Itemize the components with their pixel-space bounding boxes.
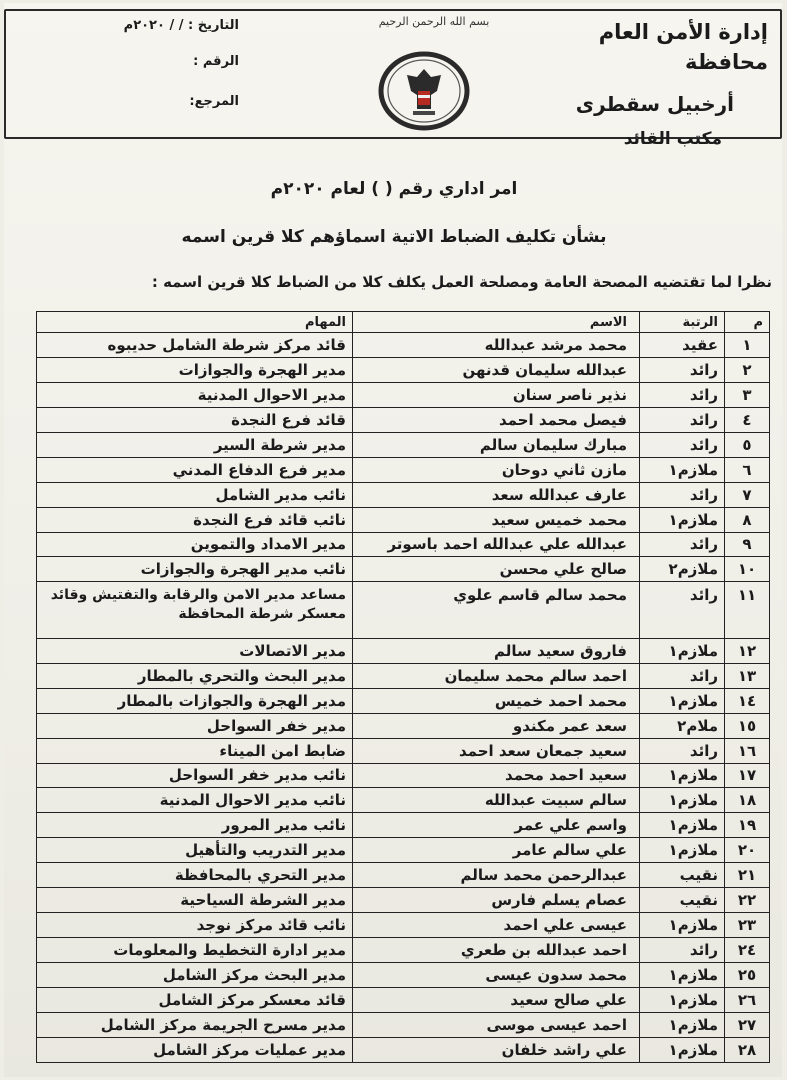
cell-num: ١٠ xyxy=(725,557,770,582)
cell-name: مازن ثاني دوحان xyxy=(353,457,640,482)
header-name: الاسم xyxy=(353,312,640,333)
table-row xyxy=(37,713,770,738)
cell-duty: نائب مدير الاحوال المدنية xyxy=(37,788,353,813)
cell-duty: مدير الامداد والتموين xyxy=(37,532,353,557)
cell-name: سعد عمر مكندو xyxy=(353,713,640,738)
cell-num: ١٧ xyxy=(725,763,770,788)
cell-num: ٢٧ xyxy=(725,1012,770,1037)
office-name: مكتب القائد xyxy=(623,129,722,149)
cell-num: ١١ xyxy=(725,582,770,638)
table-body xyxy=(37,333,770,1063)
cell-duty: قائد معسكر مركز الشامل xyxy=(37,987,353,1012)
cell-rank: ملازم٢ xyxy=(640,557,725,582)
table-row xyxy=(37,382,770,407)
letterhead-left xyxy=(34,15,239,131)
cell-duty: نائب قائد فرع النجدة xyxy=(37,507,353,532)
table-row xyxy=(37,763,770,788)
cell-duty: نائب قائد مركز نوجد xyxy=(37,913,353,938)
cell-name: عيسى علي احمد xyxy=(353,913,640,938)
eagle-emblem-icon xyxy=(377,51,471,131)
cell-rank: ملازم١ xyxy=(640,838,725,863)
table-row xyxy=(37,432,770,457)
cell-duty: مدير البحث مركز الشامل xyxy=(37,963,353,988)
cell-duty: مدير مسرح الجريمة مركز الشامل xyxy=(37,1012,353,1037)
table-row xyxy=(37,813,770,838)
cell-rank: ملازم١ xyxy=(640,763,725,788)
cell-name: فيصل محمد احمد xyxy=(353,407,640,432)
cell-rank: رائد xyxy=(640,382,725,407)
cell-name: احمد عبدالله بن طعري xyxy=(353,938,640,963)
cell-rank: رائد xyxy=(640,432,725,457)
cell-rank: نقيب xyxy=(640,863,725,888)
governorate-name: أرخبيل سقطرى xyxy=(575,92,734,116)
cell-num: ١٩ xyxy=(725,813,770,838)
authority-name: إدارة الأمن العام محافظة xyxy=(598,20,768,74)
cell-rank: ملازم١ xyxy=(640,507,725,532)
cell-num: ٢٣ xyxy=(725,913,770,938)
header-rank: الرتبة xyxy=(640,312,725,333)
officers-table xyxy=(36,311,770,1063)
cell-name: محمد سالم قاسم علوي xyxy=(353,582,640,638)
cell-num: ٧ xyxy=(725,482,770,507)
cell-name: محمد خميس سعيد xyxy=(353,507,640,532)
cell-name: فاروق سعيد سالم xyxy=(353,638,640,663)
cell-rank: ملازم١ xyxy=(640,638,725,663)
cell-num: ١٣ xyxy=(725,663,770,688)
order-title: امر اداري رقم ( ) لعام ٢٠٢٠م xyxy=(270,179,518,199)
cell-name: سالم سبيت عبدالله xyxy=(353,788,640,813)
cell-num: ٣ xyxy=(725,382,770,407)
table-row xyxy=(37,457,770,482)
cell-duty: مدير البحث والتحري بالمطار xyxy=(37,663,353,688)
cell-num: ١٦ xyxy=(725,738,770,763)
cell-name: سعيد جمعان سعد احمد xyxy=(353,738,640,763)
cell-rank: ملازم١ xyxy=(640,913,725,938)
cell-rank: رائد xyxy=(640,938,725,963)
reference-field: المرجع: xyxy=(189,94,239,109)
cell-rank: ملازم١ xyxy=(640,813,725,838)
cell-duty: مدير الهجرة والجوازات xyxy=(37,357,353,382)
cell-duty: قائد فرع النجدة xyxy=(37,407,353,432)
cell-name: مبارك سليمان سالم xyxy=(353,432,640,457)
cell-duty: نائب مدير الشامل xyxy=(37,482,353,507)
cell-num: ٢٨ xyxy=(725,1037,770,1062)
cell-num: ١٨ xyxy=(725,788,770,813)
header-duty: المهام xyxy=(37,312,353,333)
cell-duty: مساعد مدير الامن والرقابة والتفتيش وقائد معسكر شرطة المحافظة xyxy=(37,582,353,638)
cell-num: ٢٦ xyxy=(725,987,770,1012)
cell-rank: رائد xyxy=(640,582,725,638)
cell-duty: مدير الهجرة والجوازات بالمطار xyxy=(37,688,353,713)
cell-name: محمد احمد خميس xyxy=(353,688,640,713)
cell-rank: عقيد xyxy=(640,333,725,358)
cell-rank: ملام٢ xyxy=(640,713,725,738)
cell-duty: مدير شرطة السير xyxy=(37,432,353,457)
cell-num: ١٥ xyxy=(725,713,770,738)
cell-rank: ملازم١ xyxy=(640,457,725,482)
cell-name: محمد مرشد عبدالله xyxy=(353,333,640,358)
cell-rank: رائد xyxy=(640,532,725,557)
cell-rank: نقيب xyxy=(640,888,725,913)
cell-duty: مدير الاتصالات xyxy=(37,638,353,663)
cell-name: علي سالم عامر xyxy=(353,838,640,863)
cell-name: احمد عيسى موسى xyxy=(353,1012,640,1037)
cell-name: نذير ناصر سنان xyxy=(353,382,640,407)
cell-rank: رائد xyxy=(640,663,725,688)
table-row xyxy=(37,407,770,432)
table-row xyxy=(37,482,770,507)
cell-num: ١٤ xyxy=(725,688,770,713)
date-field: التاريخ : / / ٢٠٢٠م xyxy=(123,18,239,33)
cell-name: عصام يسلم فارس xyxy=(353,888,640,913)
table-row xyxy=(37,333,770,358)
cell-rank: ملازم١ xyxy=(640,1012,725,1037)
table-row xyxy=(37,888,770,913)
cell-num: ٥ xyxy=(725,432,770,457)
cell-duty: مدير خفر السواحل xyxy=(37,713,353,738)
cell-num: ٢٢ xyxy=(725,888,770,913)
cell-name: عارف عبدالله سعد xyxy=(353,482,640,507)
cell-rank: رائد xyxy=(640,738,725,763)
cell-num: ٢٥ xyxy=(725,963,770,988)
table-row xyxy=(37,663,770,688)
cell-name: علي راشد خلفان xyxy=(353,1037,640,1062)
table-row xyxy=(37,357,770,382)
table-row xyxy=(37,638,770,663)
table-row xyxy=(37,913,770,938)
table-row xyxy=(37,838,770,863)
cell-name: واسم علي عمر xyxy=(353,813,640,838)
cell-num: ٦ xyxy=(725,457,770,482)
cell-rank: ملازم١ xyxy=(640,987,725,1012)
table-row xyxy=(37,788,770,813)
cell-num: ٩ xyxy=(725,532,770,557)
table-row xyxy=(37,532,770,557)
table-row xyxy=(37,987,770,1012)
cell-rank: ملازم١ xyxy=(640,1037,725,1062)
cell-rank: ملازم١ xyxy=(640,688,725,713)
cell-rank: رائد xyxy=(640,407,725,432)
cell-rank: ملازم١ xyxy=(640,788,725,813)
order-intro: نظرا لما تقتضيه المصحة العامة ومصلحة العمل يكلف كلا من الضباط كلا قرين اسمه : xyxy=(151,273,772,291)
table-row xyxy=(37,1012,770,1037)
order-subject: بشأن تكليف الضباط الاتية اسماؤهم كلا قرين اسمه xyxy=(181,227,607,247)
cell-name: سعيد احمد محمد xyxy=(353,763,640,788)
cell-num: ٨ xyxy=(725,507,770,532)
table-row xyxy=(37,738,770,763)
cell-rank: رائد xyxy=(640,357,725,382)
cell-duty: مدير التحري بالمحافظة xyxy=(37,863,353,888)
cell-duty: ضابط امن الميناء xyxy=(37,738,353,763)
cell-duty: نائب مدير الهجرة والجوازات xyxy=(37,557,353,582)
cell-name: صالح علي محسن xyxy=(353,557,640,582)
table-row xyxy=(37,557,770,582)
cell-name: محمد سدون عيسى xyxy=(353,963,640,988)
number-field: الرقم : xyxy=(193,54,239,69)
basmala: بسم الله الرحمن الرحيم xyxy=(378,15,490,28)
cell-name: احمد سالم محمد سليمان xyxy=(353,663,640,688)
cell-num: ٢٤ xyxy=(725,938,770,963)
cell-name: علي صالح سعيد xyxy=(353,987,640,1012)
cell-num: ٢ xyxy=(725,357,770,382)
table-row xyxy=(37,582,770,638)
cell-duty: نائب مدير خفر السواحل xyxy=(37,763,353,788)
cell-num: ٢١ xyxy=(725,863,770,888)
cell-duty: مدير الاحوال المدنية xyxy=(37,382,353,407)
table-header-row xyxy=(37,312,770,333)
cell-num: ١ xyxy=(725,333,770,358)
table-row xyxy=(37,1037,770,1062)
cell-duty: مدير ادارة التخطيط والمعلومات xyxy=(37,938,353,963)
cell-name: عبدالله سليمان قدنهن xyxy=(353,357,640,382)
table-row xyxy=(37,963,770,988)
table-row xyxy=(37,938,770,963)
cell-name: عبدالرحمن محمد سالم xyxy=(353,863,640,888)
cell-duty: قائد مركز شرطة الشامل حديبوه xyxy=(37,333,353,358)
cell-num: ٢٠ xyxy=(725,838,770,863)
cell-rank: رائد xyxy=(640,482,725,507)
cell-name: عبدالله علي عبدالله احمد باسوتر xyxy=(353,532,640,557)
cell-duty: مدير التدريب والتأهيل xyxy=(37,838,353,863)
table-row xyxy=(37,688,770,713)
table-row xyxy=(37,863,770,888)
cell-duty: نائب مدير المرور xyxy=(37,813,353,838)
letterhead-right xyxy=(518,17,768,153)
cell-rank: ملازم١ xyxy=(640,963,725,988)
cell-duty: مدير فرع الدفاع المدني xyxy=(37,457,353,482)
cell-num: ٤ xyxy=(725,407,770,432)
cell-duty: مدير الشرطة السياحية xyxy=(37,888,353,913)
cell-num: ١٢ xyxy=(725,638,770,663)
cell-duty: مدير عمليات مركز الشامل xyxy=(37,1037,353,1062)
table-row xyxy=(37,507,770,532)
header-num: م xyxy=(725,312,770,333)
